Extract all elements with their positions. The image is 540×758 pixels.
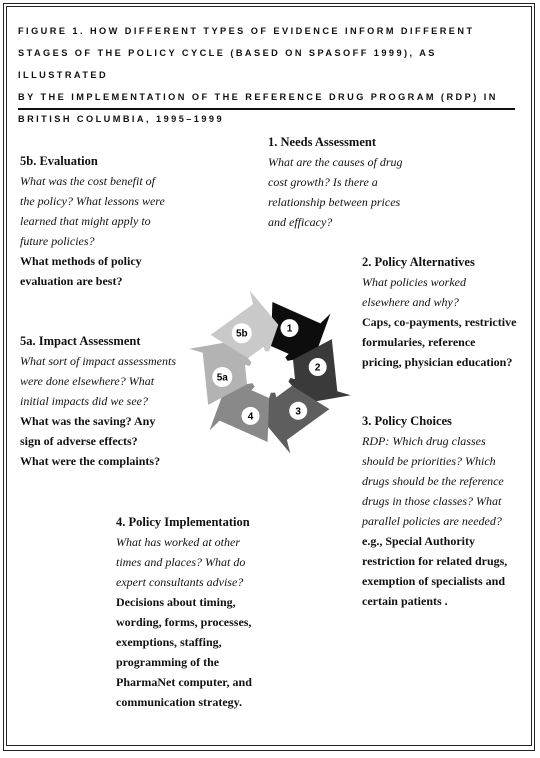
- stage-question-line: What was the cost benefit of: [20, 174, 155, 188]
- stage-answer-line: communication strategy.: [116, 695, 242, 709]
- stage-question-line: cost growth? Is there a: [268, 175, 378, 189]
- stage-answer-line: exemption of specialists and: [362, 574, 506, 588]
- stage-heading: 2. Policy Alternatives: [362, 255, 475, 269]
- stage-question-line: What has worked at other: [116, 535, 240, 549]
- stage-answer-line: Caps, co-payments, restrictive: [362, 315, 517, 329]
- cycle-label-1: 1: [286, 323, 293, 335]
- stage-question-line: What policies worked: [362, 275, 466, 289]
- cycle-label-3: 3: [295, 406, 301, 418]
- cycle-label-4: 4: [247, 411, 254, 423]
- stage-question-line: elsewhere and why?: [362, 295, 459, 309]
- stage-answer-line: formularies, reference: [362, 335, 476, 349]
- stage-answer-line: What was the saving? Any: [20, 414, 156, 428]
- stage-heading: 3. Policy Choices: [362, 414, 452, 428]
- stage-answer-line: Decisions about timing,: [116, 595, 236, 609]
- stage-question-line: future policies?: [20, 234, 95, 248]
- figure-title-line: BY THE IMPLEMENTATION OF THE REFERENCE DRUG PROGRAM (RDP) IN: [18, 92, 498, 102]
- stage-question-line: What are the causes of drug: [268, 155, 403, 169]
- cycle-label-5b: 5b: [235, 328, 248, 340]
- stage-question-line: the policy? What lessons were: [20, 194, 165, 208]
- cycle-arrows: [189, 291, 350, 454]
- stage-question-line: initial impacts did we see?: [20, 394, 148, 408]
- stage-answer-line: certain patients .: [362, 594, 448, 608]
- stage-question-line: drugs should be the reference: [362, 474, 504, 488]
- stage-heading: 4. Policy Implementation: [116, 515, 250, 529]
- stage-question-line: times and places? What do: [116, 555, 246, 569]
- stage-answer-line: evaluation are best?: [20, 274, 123, 288]
- stage-answer-line: What were the complaints?: [20, 454, 161, 468]
- figure-title-line: BRITISH COLUMBIA, 1995–1999: [18, 114, 225, 124]
- stage-question-line: drugs in those classes? What: [362, 494, 502, 508]
- stage-heading: 5b. Evaluation: [20, 154, 98, 168]
- stage-answer-line: sign of adverse effects?: [20, 434, 138, 448]
- stage-question-line: parallel policies are needed?: [362, 514, 502, 528]
- figure-title-line: FIGURE 1. HOW DIFFERENT TYPES OF EVIDENCE INFORM DIFFERENT: [18, 26, 475, 36]
- stage-heading: 5a. Impact Assessment: [20, 334, 141, 348]
- stage-question-line: and efficacy?: [268, 215, 333, 229]
- stage-answer-line: PharmaNet computer, and: [116, 675, 252, 689]
- stage-question-line: What sort of impact assessments: [20, 354, 176, 368]
- stage-question-line: RDP: Which drug classes: [362, 434, 486, 448]
- stage-question-line: learned that might apply to: [20, 214, 151, 228]
- stage-question-line: should be priorities? Which: [362, 454, 496, 468]
- stage-answer-line: programming of the: [116, 655, 220, 669]
- stage-question-line: relationship between prices: [268, 195, 401, 209]
- stage-answer-line: wording, forms, processes,: [116, 615, 252, 629]
- cycle-label-2: 2: [314, 362, 321, 374]
- cycle-label-5a: 5a: [216, 372, 228, 384]
- stage-question-line: were done elsewhere? What: [20, 374, 155, 388]
- figure-title-line: STAGES OF THE POLICY CYCLE (BASED ON SPASOFF 1999), AS ILLUSTRATED: [18, 48, 437, 80]
- stage-answer-line: What methods of policy: [20, 254, 142, 268]
- stage-answer-line: e.g., Special Authority: [362, 534, 475, 548]
- stage-question-line: expert consultants advise?: [116, 575, 244, 589]
- stage-answer-line: pricing, physician education?: [362, 355, 513, 369]
- stage-heading: 1. Needs Assessment: [268, 135, 376, 149]
- stage-answer-line: restriction for related drugs,: [362, 554, 508, 568]
- stage-answer-line: exemptions, staffing,: [116, 635, 222, 649]
